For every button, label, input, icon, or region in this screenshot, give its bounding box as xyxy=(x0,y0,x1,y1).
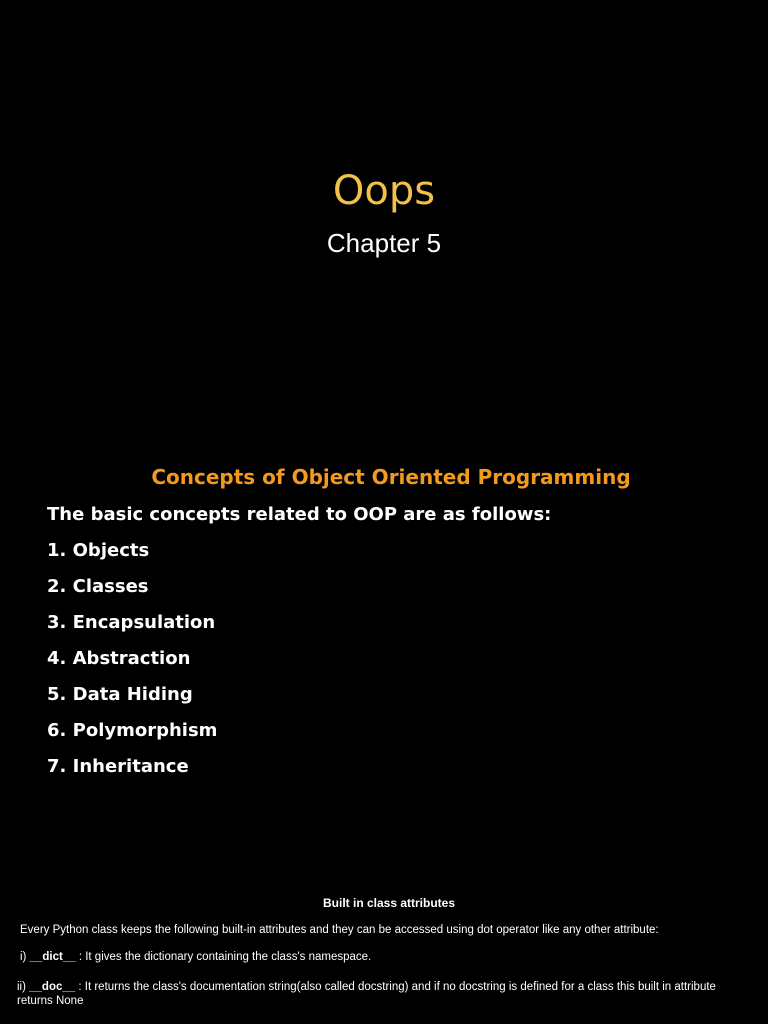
attribute-doc-name: __doc__ xyxy=(29,981,76,993)
list-item: 6. Polymorphism xyxy=(47,720,218,741)
list-item: 7. Inheritance xyxy=(47,756,189,777)
attribute-doc-prefix: ii) xyxy=(17,981,30,993)
concepts-heading: Concepts of Object Oriented Programming xyxy=(151,465,631,489)
attribute-dict-desc: : It gives the dictionary containing the class's namespace. xyxy=(75,951,372,963)
list-item: 2. Classes xyxy=(47,576,149,597)
list-item: 4. Abstraction xyxy=(47,648,191,669)
list-item: 3. Encapsulation xyxy=(47,612,216,633)
concepts-intro: The basic concepts related to OOP are as follows: xyxy=(47,504,552,525)
attribute-doc-desc: : It returns the class's documentation string(also called docstring) and if no docstring is defined for a class this built in attribute returns None xyxy=(17,981,716,1007)
slide-title: Oops xyxy=(332,168,436,214)
concepts-slide xyxy=(0,440,768,880)
attributes-intro: Every Python class keeps the following built-in attributes and they can be accessed using dot operator like any other attribute: xyxy=(20,924,659,936)
title-slide xyxy=(0,0,768,440)
list-item: 5. Data Hiding xyxy=(47,684,193,705)
concepts-list xyxy=(47,536,217,788)
attribute-dict-prefix: i) xyxy=(20,951,30,963)
list-item: 1. Objects xyxy=(47,540,150,561)
attribute-doc xyxy=(17,980,752,1008)
attribute-dict-name: __dict__ xyxy=(29,951,76,963)
class-attributes-slide xyxy=(0,880,768,1024)
slide-subtitle: Chapter 5 xyxy=(326,228,442,258)
attribute-dict xyxy=(20,951,371,963)
attributes-heading: Built in class attributes xyxy=(322,896,456,910)
